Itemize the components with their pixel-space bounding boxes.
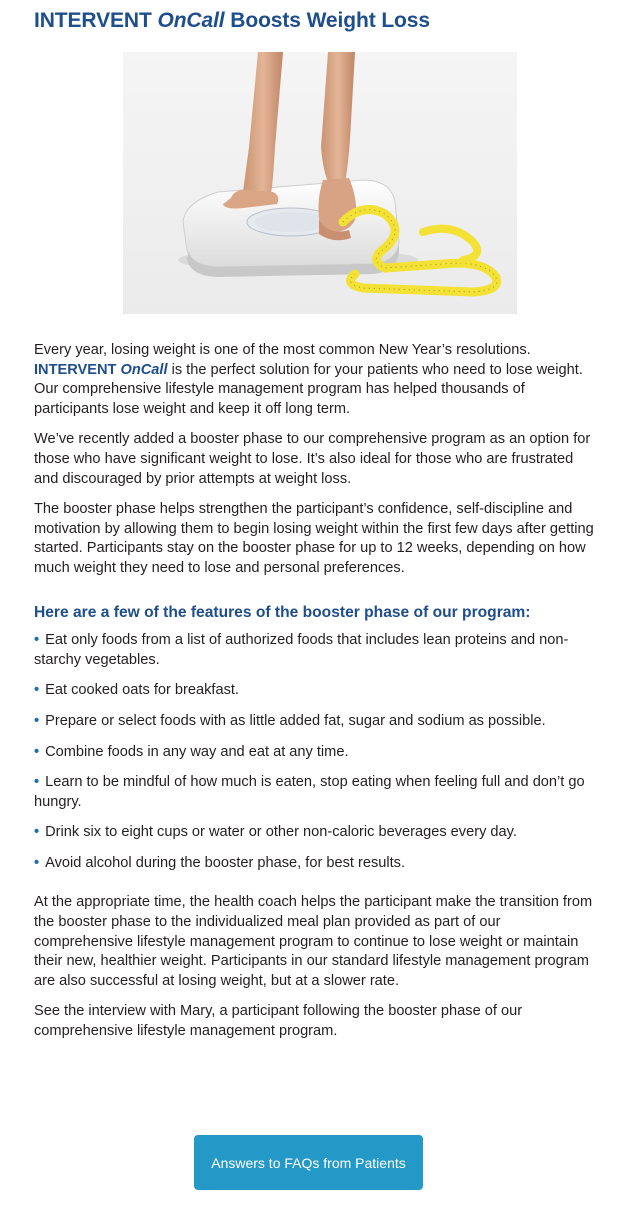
title-rest: Boosts Weight Loss [224, 9, 430, 32]
list-item [34, 631, 594, 670]
list-item [34, 773, 594, 812]
inline-brand-name: INTERVENT [34, 361, 121, 378]
features-heading: Here are a few of the features of the booster phase of our program: [34, 603, 531, 621]
list-item-text: Eat cooked oats for breakfast. [45, 682, 239, 699]
hero-image-feet-on-scale [123, 52, 517, 314]
scale-illustration [123, 52, 517, 314]
outro-paragraph-2: See the interview with Mary, a participant following the booster phase of our comprehensive lifestyle management program. [34, 1003, 523, 1040]
intro-lead-text: Every year, losing weight is one of the most common New Year’s resolutions. [34, 342, 531, 358]
bullet-icon: • [34, 743, 40, 760]
list-item-text: Eat only foods from a list of authorized foods that includes lean proteins and non-starchy vegetables. [34, 632, 569, 668]
list-item-text: Avoid alcohol during the booster phase, for best results. [45, 854, 406, 871]
intro-rest-text: is the perfect solution for your patients who need to lose weight. Our comprehensive lifestyle management program has helped thousands of participants lose weight and keep it off long term. [34, 361, 583, 417]
list-item [34, 823, 594, 843]
bullet-icon: • [34, 632, 40, 649]
bullet-icon: • [34, 712, 40, 729]
faq-button[interactable]: Answers to FAQs from Patients [194, 1135, 423, 1190]
list-item [34, 854, 594, 874]
intro-paragraph-1 [34, 341, 594, 419]
inline-brand-italic: OnCall [120, 361, 168, 378]
outro-paragraph-1: At the appropriate time, the health coach helps the participant make the transition from the booster phase to the individualized meal plan provided as part of our comprehensive lifestyle management program to continue to lose weight or maintain their new, healthier weight. Participants in our standard lifestyle management program are also successful at losing weight, but at a slower rate. [34, 894, 593, 989]
bullet-icon: • [34, 854, 40, 871]
intro-paragraph-2: We’ve recently added a booster phase to our comprehensive program as an option for those who have significant weight to lose. It’s also ideal for those who are frustrated and discouraged by prior attempts at weight loss. [34, 431, 591, 487]
title-brand: INTERVENT [34, 9, 158, 32]
article-body [34, 341, 594, 1053]
list-item [34, 681, 594, 701]
list-item-text: Combine foods in any way and eat at any time. [45, 743, 349, 760]
bullet-icon: • [34, 774, 40, 791]
bullet-icon: • [34, 824, 40, 841]
list-item-text: Learn to be mindful of how much is eaten, stop eating when feeling full and don’t go hungry. [34, 774, 585, 810]
page-title [34, 9, 430, 33]
list-item [34, 712, 594, 732]
inline-brand [34, 362, 168, 378]
list-item-text: Prepare or select foods with as little added fat, sugar and sodium as possible. [45, 712, 546, 729]
list-item [34, 743, 594, 763]
title-brand-italic: OnCall [157, 9, 225, 32]
list-item-text: Drink six to eight cups or water or other non-caloric beverages every day. [45, 824, 517, 841]
bullet-icon: • [34, 682, 40, 699]
features-list [34, 631, 594, 873]
intro-paragraph-3: The booster phase helps strengthen the participant’s confidence, self-discipline and motivation by allowing them to begin losing weight within the first few days after getting started. Participants stay on the booster phase for up to 12 weeks, depending on how much weight they need to lose and personal preferences. [34, 501, 594, 576]
